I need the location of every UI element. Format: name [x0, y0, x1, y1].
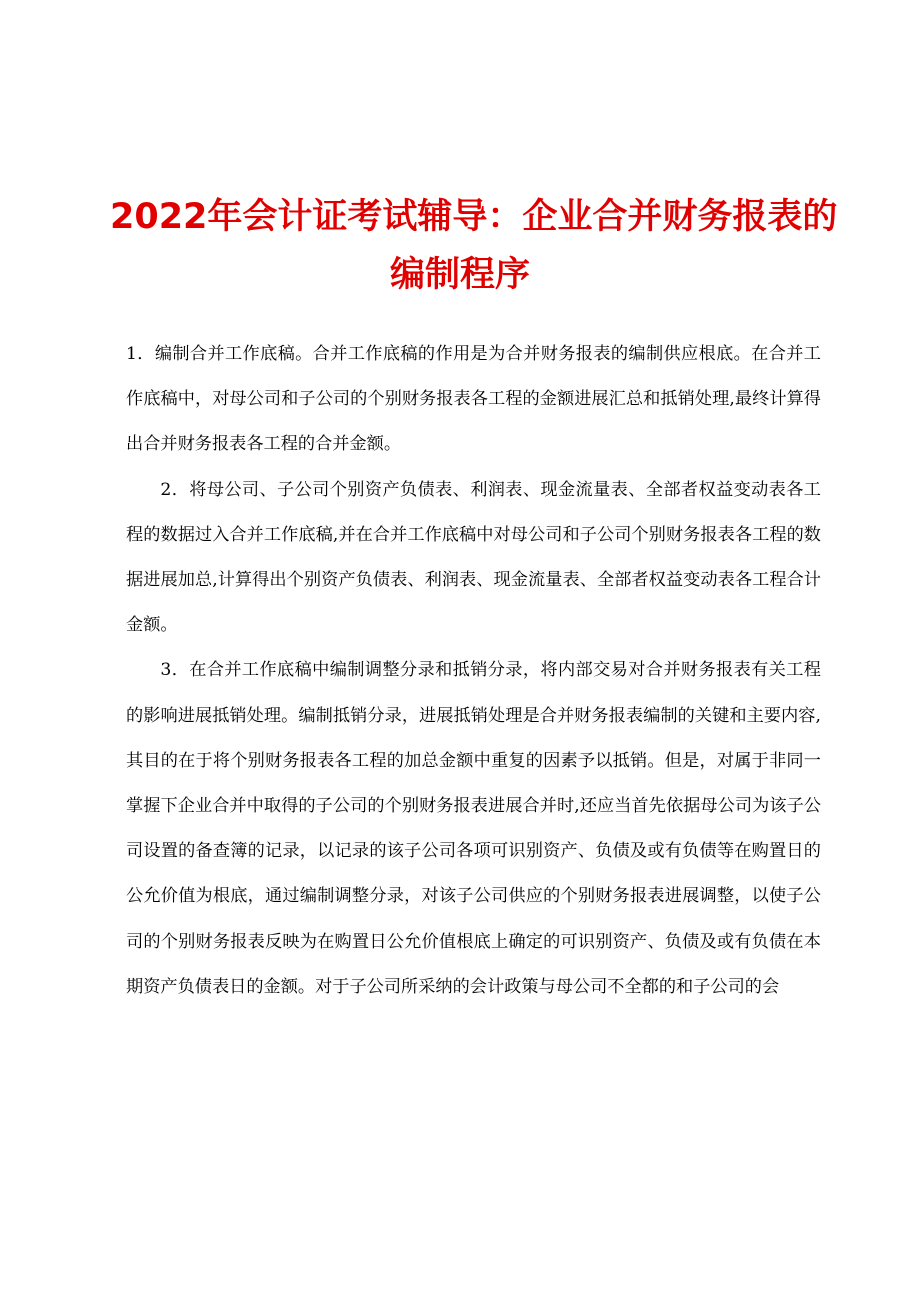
paragraph-1: 1．编制合并工作底稿。合并工作底稿的作用是为合并财务报表的编制供应根底。在合并工作底稿中，对母公司和子公司的个别财务报表各工程的金额进展汇总和抵销处理,最终计算得出合并财务报表各工程的合并金额。	[126, 344, 821, 455]
title-line-2: 编制程序	[389, 255, 530, 295]
document-title	[110, 188, 838, 304]
paragraph-3: 3．在合并工作底稿中编制调整分录和抵销分录，将内部交易对合并财务报表有关工程的影响进展抵销处理。编制抵销分录，进展抵销处理是合并财务报表编制的关键和主要内容,其目的在于将个别财务报表各工程的加总金额中重复的因素予以抵销。但是，对属于非同一掌握下企业合并中取得的子公司的个别财务报表进展合并时,还应当首先依据母公司为该子公司设置的备查簿的记录，以记录的该子公司各项可识别资产、负债及或有负债等在购置日的公允价值为根底，通过编制调整分录，对该子公司供应的个别财务报表进展调整，以使子公司的个别财务报表反映为在购置日公允价值根底上确定的可识别资产、负债及或有负债在本期资产负债表日的金额。对于子公司所采纳的会计政策与母公司不全都的和子公司的会	[126, 660, 821, 997]
title-line-1: 2022年会计证考试辅导：企业合并财务报表的	[110, 197, 838, 237]
document-body	[126, 332, 821, 1010]
paragraph-2: 2．将母公司、子公司个别资产负债表、利润表、现金流量表、全部者权益变动表各工程的数据过入合并工作底稿,并在合并工作底稿中对母公司和子公司个别财务报表各工程的数据进展加总,计算得出个别资产负债表、利润表、现金流量表、全部者权益变动表各工程合计金额。	[126, 479, 821, 636]
